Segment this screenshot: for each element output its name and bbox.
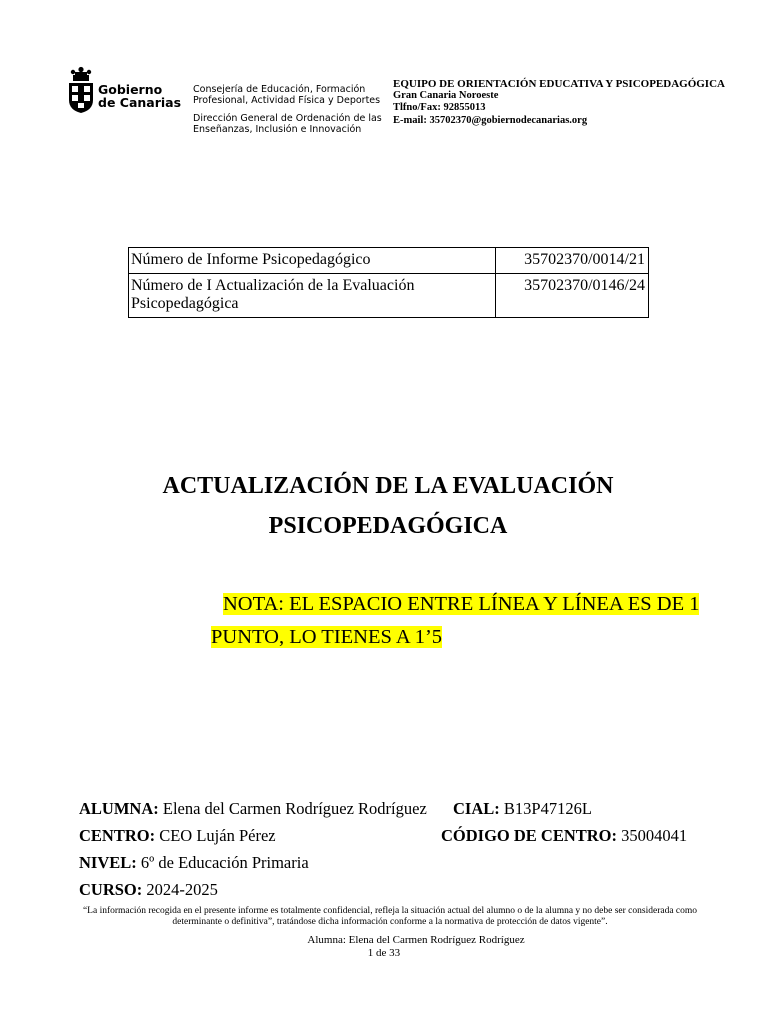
- cial-value: B13P47126L: [503, 799, 592, 818]
- team-contact-block: [393, 78, 725, 127]
- table-cell-label: Número de Informe Psicopedagógico: [129, 248, 496, 274]
- direccion-line-2: Enseñanzas, Inclusión e Innovación: [193, 124, 362, 135]
- centro-value: CEO Luján Pérez: [159, 826, 276, 845]
- codigo-centro-row: [441, 822, 687, 849]
- table-cell-value: 35702370/0014/21: [496, 248, 649, 274]
- document-title-line-2: PSICOPEDAGÓGICA: [268, 513, 508, 539]
- alumna-label: ALUMNA:: [79, 799, 159, 818]
- page-footer: [0, 934, 768, 960]
- codigo-label: CÓDIGO DE CENTRO:: [441, 826, 618, 845]
- team-title: EQUIPO DE ORIENTACIÓN EDUCATIVA Y PSICOPEDAGÓGICA: [393, 78, 725, 90]
- coat-of-arms-icon: [68, 66, 94, 114]
- codigo-value: 35004041: [621, 826, 688, 845]
- logo-wordmark: [98, 83, 181, 109]
- table-cell-label: Número de I Actualización de la Evaluación Psicopedagógica: [129, 274, 496, 318]
- cial-row: [453, 795, 592, 822]
- document-title: [0, 466, 768, 546]
- consejeria-line-1: Consejería de Educación, Formación: [193, 84, 366, 95]
- team-area: Gran Canaria Noroeste: [393, 90, 499, 102]
- direccion-block: [193, 113, 382, 135]
- consejeria-block: [193, 84, 380, 106]
- footer-student-line: Alumna: Elena del Carmen Rodríguez Rodríguez: [307, 934, 525, 946]
- curso-row: [79, 876, 218, 903]
- nivel-row: [79, 849, 309, 876]
- confidentiality-disclaimer: “La información recogida en el presente informe es totalmente confidencial, refleja la situación actual del alumno o de la alumna y no debe ser considerada como determinante o definitiva”, tratándose dicha información conforme a la normativa de protección de datos vigente”.: [82, 906, 698, 927]
- nivel-label: NIVEL:: [79, 853, 137, 872]
- reference-table: [128, 247, 649, 318]
- curso-label: CURSO:: [79, 880, 143, 899]
- logo-line-1: Gobierno: [98, 82, 163, 97]
- gobierno-canarias-logo: [68, 66, 188, 116]
- cial-label: CIAL:: [453, 799, 500, 818]
- table-row: [129, 248, 649, 274]
- table-row: [129, 274, 649, 318]
- page-number: 1 de 33: [367, 947, 401, 959]
- team-phone: Tlfno/Fax: 92855013: [393, 102, 486, 114]
- student-name-row: [79, 795, 427, 822]
- alumna-value: Elena del Carmen Rodríguez Rodríguez: [162, 799, 427, 818]
- direccion-line-1: Dirección General de Ordenación de las: [193, 113, 382, 124]
- highlighted-note: [211, 588, 716, 654]
- consejeria-line-2: Profesional, Actividad Física y Deportes: [193, 95, 381, 106]
- centro-row: [79, 822, 276, 849]
- nivel-value: 6º de Educación Primaria: [140, 853, 309, 872]
- team-email: E-mail: 35702370@gobiernodecanarias.org: [393, 114, 588, 126]
- centro-label: CENTRO:: [79, 826, 156, 845]
- logo-line-2: de Canarias: [98, 95, 182, 110]
- table-cell-value: 35702370/0146/24: [496, 274, 649, 318]
- curso-value: 2024-2025: [146, 880, 218, 899]
- document-title-line-1: ACTUALIZACIÓN DE LA EVALUACIÓN: [162, 473, 614, 499]
- note-text: NOTA: EL ESPACIO ENTRE LÍNEA Y LÍNEA ES DE 1 PUNTO, LO TIENES A 1’5: [211, 593, 700, 648]
